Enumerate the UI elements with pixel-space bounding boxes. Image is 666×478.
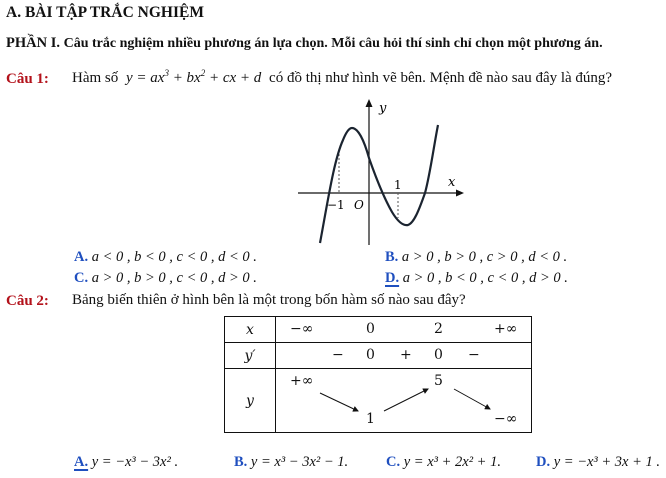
row-yprime-signs <box>276 343 532 369</box>
sign: − <box>332 347 344 363</box>
option-text: a > 0 , b < 0 , c < 0 , d > 0 . <box>402 270 568 286</box>
row-head-x: x <box>225 317 276 343</box>
q1-option-d[interactable] <box>385 270 568 287</box>
option-letter: D. <box>536 454 551 470</box>
x-value: 0 <box>366 321 375 337</box>
option-text: y = x³ + 2x² + 1. <box>403 454 501 470</box>
table-row-y <box>225 369 532 433</box>
option-text: a > 0 , b > 0 , c > 0 , d < 0 . <box>401 249 568 265</box>
y-axis-arrow-icon <box>366 99 373 107</box>
row-head-yprime: y′ <box>225 343 276 369</box>
variation-arrows <box>276 369 532 433</box>
y-value: 1 <box>366 411 375 427</box>
question-1-formula: $y = ax^3 + bx^2$ + cx + d <box>126 68 262 86</box>
question-1-suffix: có đồ thị như hình vẽ bên. Mệnh đề nào sau đây là đúng? <box>269 70 613 86</box>
option-letter: A. <box>74 249 89 265</box>
option-letter-correct: A. <box>74 454 89 470</box>
y-axis-label: y <box>379 101 387 116</box>
sign: − <box>468 347 480 363</box>
y-value: −∞ <box>494 411 518 427</box>
row-x-values <box>276 317 532 343</box>
x-axis-label: x <box>448 175 456 190</box>
origin-label: O <box>354 198 364 212</box>
y-value: 5 <box>434 373 443 389</box>
option-text: a < 0 , b < 0 , c < 0 , d < 0 . <box>91 249 257 265</box>
cubic-graph <box>280 90 470 250</box>
tick-label-1: 1 <box>394 178 402 192</box>
option-letter: C. <box>386 454 401 470</box>
option-letter-correct: D. <box>385 270 400 286</box>
part-label: PHẦN I. <box>6 35 60 51</box>
table-row-yprime <box>225 343 532 369</box>
q1-option-b[interactable] <box>385 249 567 266</box>
row-head-y: y <box>225 369 276 433</box>
sign: + <box>400 347 412 363</box>
tick-label-neg1: −1 <box>327 198 345 212</box>
table-row-x <box>225 317 532 343</box>
question-2-line <box>6 292 49 310</box>
y-value: +∞ <box>290 373 314 389</box>
question-1-line <box>6 70 49 88</box>
arrow-down-icon <box>320 393 358 411</box>
option-text: y = −x³ − 3x² . <box>91 454 179 470</box>
question-1-text <box>72 70 612 87</box>
arrow-down-icon <box>454 389 490 409</box>
option-letter: C. <box>74 270 89 286</box>
option-letter: B. <box>385 249 399 265</box>
q2-option-a[interactable] <box>74 454 178 471</box>
q2-option-c[interactable] <box>386 454 501 471</box>
part-heading <box>6 35 603 52</box>
question-1-prefix: Hàm số <box>72 70 119 86</box>
q2-option-b[interactable] <box>234 454 348 471</box>
part-instruction: Câu trắc nghiệm nhiều phương án lựa chọn. Mỗi câu hỏi thí sinh chỉ chọn một phương án. <box>63 36 603 51</box>
option-text: y = x³ − 3x² − 1. <box>250 454 349 470</box>
arrow-up-icon <box>384 389 428 411</box>
question-1-label: Câu 1: <box>6 71 49 87</box>
section-title: A. BÀI TẬP TRẮC NGHIỆM <box>6 4 204 21</box>
x-value: −∞ <box>290 321 314 337</box>
sign: 0 <box>366 347 375 363</box>
question-2-label: Câu 2: <box>6 293 49 309</box>
row-y-values <box>276 369 532 433</box>
option-text: a > 0 , b > 0 , c < 0 , d > 0 . <box>91 270 257 286</box>
option-letter: B. <box>234 454 248 470</box>
sign: 0 <box>434 347 443 363</box>
x-axis-arrow-icon <box>456 190 464 197</box>
option-text: y = −x³ + 3x + 1 . <box>553 454 661 470</box>
x-value: +∞ <box>494 321 518 337</box>
variation-table <box>224 316 532 433</box>
q1-option-c[interactable] <box>74 270 257 287</box>
q2-option-d[interactable] <box>536 454 660 471</box>
x-value: 2 <box>434 321 443 337</box>
question-2-text: Bảng biến thiên ở hình bên là một trong bốn hàm số nào sau đây? <box>72 292 466 308</box>
cubic-curve <box>320 125 438 243</box>
q1-option-a[interactable] <box>74 249 257 266</box>
